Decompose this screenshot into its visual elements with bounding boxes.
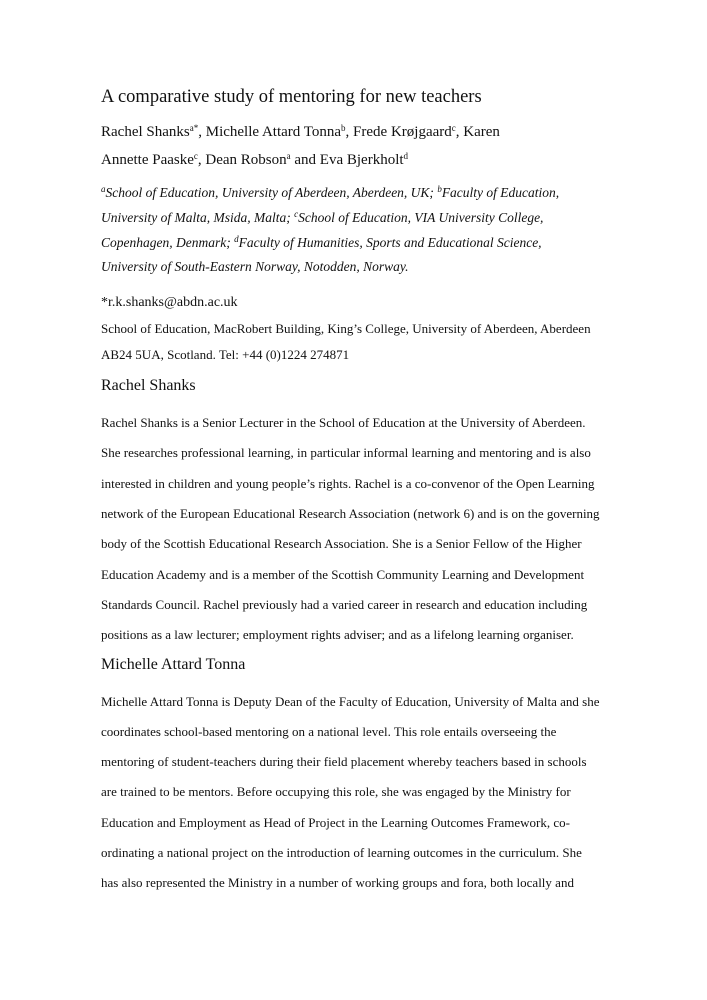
section-heading: Michelle Attard Tonna <box>101 655 246 673</box>
author-name: , Frede Krøjgaard <box>345 124 452 140</box>
postal-address-line: School of Education, MacRobert Building, King’s College, University of Aberdeen, Aberdeen <box>101 321 591 337</box>
affiliation-text: School of Education, University of Aberdeen, Aberdeen, UK; <box>105 185 438 200</box>
author-affil-marker: c <box>193 151 198 161</box>
author-name: Annette Paaske <box>101 152 194 168</box>
bio-line: interested in children and young people’s rights. Rachel is a co-convenor of the Open Learning <box>101 475 595 491</box>
affiliation-text: Faculty of Humanities, Sports and Educational Science, <box>238 234 542 250</box>
affil-marker: c <box>294 208 299 219</box>
bio-line: coordinates school-based mentoring on a national level. This role entails overseeing the <box>101 723 557 739</box>
affiliation-text: Faculty of Education, <box>441 185 560 200</box>
author-affil-marker: d <box>403 151 409 161</box>
section-heading: Rachel Shanks <box>101 377 196 395</box>
author-bio-section <box>101 655 611 899</box>
postal-address-line: AB24 5UA, Scotland. Tel: +44 (0)1224 274871 <box>101 347 350 363</box>
bio-paragraph <box>101 408 611 650</box>
affiliation-text: University of Malta, Msida, Malta; <box>101 209 295 225</box>
bio-line: has also represented the Ministry in a number of working groups and fora, both locally and <box>101 875 574 891</box>
affil-marker: b <box>437 184 442 194</box>
author-affil-marker: a <box>286 151 291 161</box>
bio-line: mentoring of student-teachers during their field placement whereby teachers based in schools <box>101 754 587 770</box>
author-line-1 <box>101 118 611 146</box>
bio-line: She researches professional learning, in particular informal learning and mentoring and is also <box>101 445 591 461</box>
author-name: , Dean Robson <box>197 152 287 168</box>
correspondence-block <box>101 290 611 368</box>
bio-line: body of the Scottish Educational Research Association. She is a Senior Fellow of the Higher <box>101 536 582 552</box>
affiliation-line: University of South-Eastern Norway, Notodden, Norway. <box>101 259 409 275</box>
affil-marker: a <box>101 184 106 194</box>
bio-line: Education Academy and is a member of the Scottish Community Learning and Development <box>101 566 585 582</box>
bio-line: positions as a law lecturer; employment rights adviser; and as a lifelong learning organiser. <box>101 627 574 643</box>
author-name: Rachel Shanks <box>101 124 190 140</box>
bio-line: Education and Employment as Head of Project in the Learning Outcomes Framework, co- <box>101 814 570 830</box>
paper-title: A comparative study of mentoring for new teachers <box>101 87 482 107</box>
bio-paragraph <box>101 687 611 899</box>
author-bio-section <box>101 376 611 650</box>
author-line-2 <box>101 146 611 174</box>
author-affil-marker: c <box>451 123 456 133</box>
affil-marker: d <box>234 233 239 244</box>
bio-line: Rachel Shanks is a Senior Lecturer in the School of Education at the University of Aberdeen. <box>101 415 586 431</box>
bio-line: Michelle Attard Tonna is Deputy Dean of the Faculty of Education, University of Malta and she <box>101 693 600 709</box>
paper-page <box>101 86 611 903</box>
bio-line: ordinating a national project on the introduction of learning outcomes in the curriculum. She <box>101 845 582 861</box>
author-list <box>101 118 611 174</box>
affiliation-text: Copenhagen, Denmark; <box>101 234 235 250</box>
bio-line: are trained to be mentors. Before occupying this role, she was engaged by the Ministry for <box>101 784 571 800</box>
affiliation-line <box>101 206 611 231</box>
affiliations <box>101 181 611 280</box>
author-name: and Eva Bjerkholt <box>290 152 404 168</box>
author-affil-marker: b <box>341 123 346 133</box>
author-name: , Michelle Attard Tonna <box>198 124 342 140</box>
author-name: , Karen <box>455 124 500 140</box>
bio-line: Standards Council. Rachel previously had a varied career in research and education including <box>101 596 588 612</box>
affiliation-line <box>101 181 611 206</box>
affiliation-line <box>101 231 611 256</box>
corresponding-email: *r.k.shanks@abdn.ac.uk <box>101 295 238 311</box>
affiliation-text: School of Education, VIA University College, <box>298 209 544 225</box>
bio-line: network of the European Educational Research Association (network 6) and is on the governing <box>101 506 600 522</box>
author-affil-marker: a* <box>189 123 199 133</box>
